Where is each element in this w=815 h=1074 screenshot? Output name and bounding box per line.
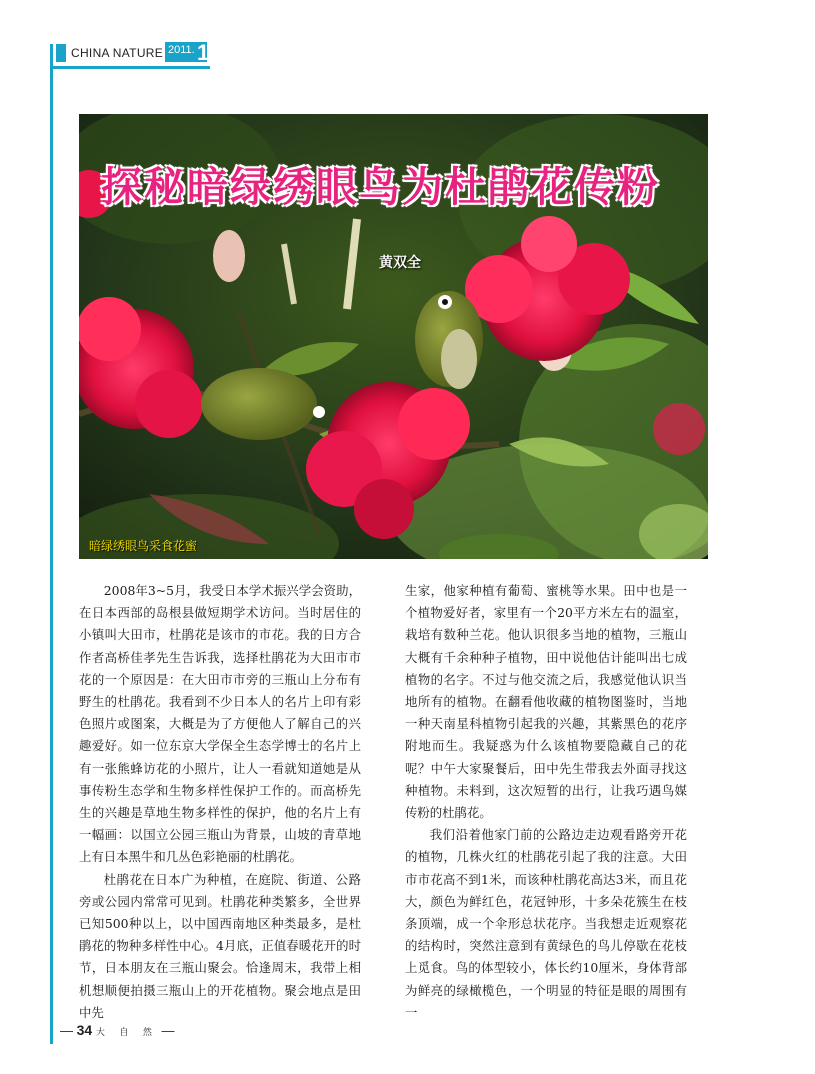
photo-caption: 暗绿绣眼鸟采食花蜜 — [89, 539, 198, 553]
header-accent-horizontal — [50, 66, 210, 69]
page-footer — [60, 1022, 174, 1038]
article-title: 探秘暗绿绣眼鸟为杜鹃花传粉 — [101, 163, 660, 211]
body-column-right — [405, 580, 687, 1024]
header-accent-box — [56, 44, 66, 62]
body-paragraph: 生家，他家种植有葡萄、蜜桃等水果。田中也是一个植物爱好者，家里有一个20平方米左右的温室，栽培有数种兰花。他认识很多当地的植物，三瓶山大概有千余种种子植物，田中说他估计能叫出七成植物的名字。不过与他交流之后，我感觉他认识当地所有的植物。在翻看他收藏的植物图鉴时，当地一种天南星科植物引起我的兴趣，其紫黑色的花序附地而生。我疑惑为什么该植物要隐藏自己的花呢？中午大家聚餐后，田中先生带我去外面寻找这种植物。未料到，这次短暂的出行，让我巧遇鸟媒传粉的杜鹃花。 — [405, 583, 687, 821]
page-number: 34 — [76, 1022, 93, 1038]
footer-magazine: 大 自 然 — [95, 1027, 158, 1037]
body-paragraph: 2008年3~5月，我受日本学术振兴学会资助，在日本西部的岛根县做短期学术访问。当时居住的小镇叫大田市，杜鹃花是该市的市花。我的日方合作者高桥佳孝先生告诉我，选择杜鹃花为大田市市花的一个原因是：在大田市市旁的三瓶山上分布有野生的杜鹃花。我看到不少日本人的名片上印有彩色照片或图案，大概是为了方便他人了解自己的兴趣爱好。如一位东京大学保全生态学博士的名片上有一张熊蜂访花的小照片，让人一看就知道她是从事传粉生态学和生物多样性保护工作的。而高桥先生的兴趣是草地生物多样性的保护，他的名片上有一幅画：以国立公园三瓶山为背景，山坡的青草地上有日本黑牛和几丛色彩艳丽的杜鹃花。 — [79, 583, 361, 865]
header-accent-vertical — [50, 44, 53, 1044]
footer-dash-left: — — [60, 1023, 73, 1038]
article-author: 黄双全 — [379, 255, 421, 271]
body-paragraph: 杜鹃花在日本广为种植，在庭院、街道、公路旁或公园内常常可见到。杜鹃花种类繁多，全世界已知500种以上，以中国西南地区种类最多，是杜鹃花的物种多样性中心。4月底，正值春暖花开的时节，日本朋友在三瓶山聚会。恰逢周末，我带上相机想顺便拍摄三瓶山上的开花植物。聚会地点是田中先 — [79, 871, 361, 1020]
body-column-left — [79, 580, 361, 1024]
issue-number: 1 — [197, 40, 210, 65]
footer-dash-right: — — [161, 1023, 175, 1038]
hero-photo — [79, 114, 708, 559]
body-paragraph: 我们沿着他家门前的公路边走边观看路旁开花的植物，几株火红的杜鹃花引起了我的注意。大田市市花高不到1米，而该种杜鹃花高达3米，而且花大，颜色为鲜红色，花冠钟形，十多朵花簇生在枝条顶端，成一个伞形总状花序。当我想走近观察花的结构时，突然注意到有黄绿色的鸟儿停歇在花枝上觅食。鸟的体型较小，体长约10厘米，身体背部为鲜亮的绿橄榄色，一个明显的特征是眼的周围有一 — [405, 827, 687, 1020]
magazine-name: CHINA NATURE — [71, 46, 164, 60]
issue-year: 2011. — [165, 42, 207, 62]
